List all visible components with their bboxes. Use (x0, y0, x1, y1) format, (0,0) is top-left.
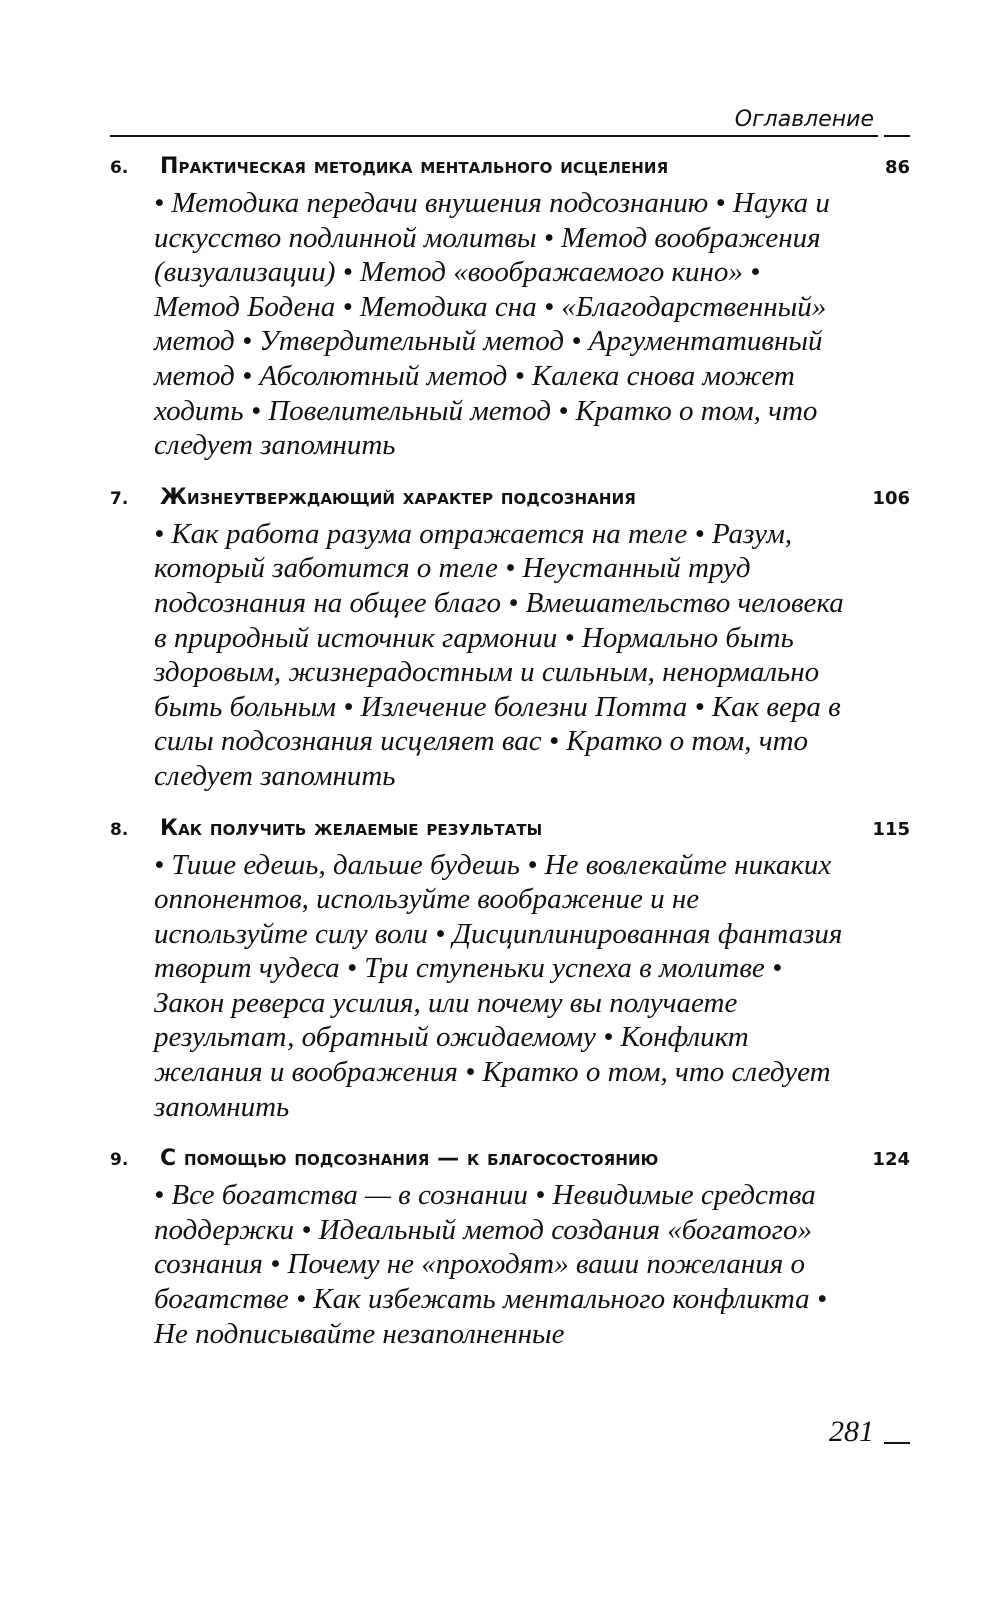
chapter-title[interactable]: Практическая методика ментального исцеления (160, 154, 669, 179)
header-rule-tail (884, 135, 910, 137)
page-footer (110, 1414, 910, 1454)
header-rule (110, 135, 878, 137)
chapter-topics: • Методика передачи внушения подсознанию • Наука и искусство подлинной молитвы • Метод воображения (визуализации) • Метод «воображаемого кино» • Метод Бодена • Методика сна • «Благодарственный» метод • Утвердительный метод • Аргументативный метод • Абсолютный метод • Калека снова может ходить • Повелительный метод • Кратко о том, что следует запомнить (154, 187, 830, 462)
chapter-title[interactable]: Жизнеутверждающий характер подсознания (160, 484, 636, 510)
running-header (110, 106, 910, 136)
page-number: 281 (829, 1415, 874, 1448)
chapter-number: 7. (110, 488, 129, 509)
chapter-number: 8. (110, 819, 129, 840)
toc-entry-heading (110, 483, 910, 513)
footer-rule-tail (884, 1442, 910, 1444)
chapter-page-number: 124 (872, 1149, 910, 1171)
toc-entry-chapter-8[interactable] (110, 814, 910, 1125)
chapter-topics: • Тише едешь, дальше будешь • Не вовлекайте никаких оппонентов, используйте воображение и не используйте силу воли • Дисциплинированная фантазия творит чудеса • Три ступеньки успеха в молитве • Закон реверса усилия, или почему вы получаете результат, обратный ожидаемому • Конфликт желания и воображения • Кратко о том, что следует запомнить (154, 848, 843, 1123)
toc-entry-chapter-6[interactable] (110, 152, 910, 463)
toc-entry-chapter-9[interactable] (110, 1144, 910, 1351)
chapter-topics: • Как работа разума отражается на теле • Разум, который заботится о теле • Неустанный труд подсознания на общее благо • Вмешательство человека в природный источник гармонии • Нормально быть здоровым, жизнерадостным и сильным, ненормально быть больным • Излечение болезни Потта • Как вера в силы подсознания исцеляет вас • Кратко о том, что следует запомнить (154, 517, 844, 792)
chapter-title[interactable]: С помощью подсознания — к благосостоянию (160, 1146, 659, 1172)
chapter-page-number: 106 (872, 487, 910, 509)
toc-entry-heading (110, 152, 910, 182)
chapter-page-number: 86 (884, 157, 910, 178)
chapter-number: 9. (110, 1150, 129, 1171)
chapter-number: 6. (110, 158, 129, 178)
toc-entry-chapter-7[interactable] (110, 483, 910, 794)
chapter-title[interactable]: Как получить желаемые результаты (160, 815, 543, 841)
chapter-page-number: 115 (872, 818, 910, 840)
running-header-title: Оглавление (734, 107, 874, 132)
toc-entry-heading (110, 814, 910, 844)
toc-entry-heading (110, 1144, 910, 1174)
table-of-contents (110, 152, 910, 1371)
chapter-topics: • Все богатства — в сознании • Невидимые средства поддержки • Идеальный метод создания «богатого» сознания • Почему не «проходят» ваши пожелания о богатстве • Как избежать ментального конфликта • Не подписывайте незаполненные (154, 1179, 828, 1350)
